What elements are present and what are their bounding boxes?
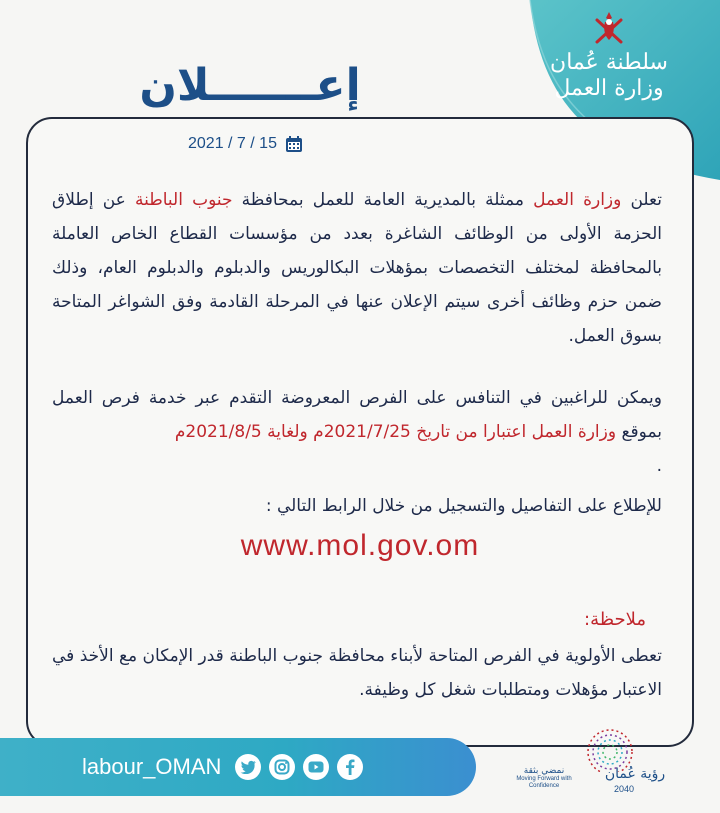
ministry-name-line2: وزارة العمل [554,76,664,101]
announcement-date: 2021 / 7 / 15 [188,135,277,152]
ministry-highlight-2: وزارة العمل [531,422,617,442]
instagram-icon[interactable] [269,754,295,780]
oman-vision-2040-logo [560,722,710,802]
paragraph-main: تعلن وزارة العمل ممثلة بالمديرية العامة للعمل بمحافظة جنوب الباطنة عن إطلاق الحزمة الأولى من الوظائف الشاغرة بعدد من مؤسسات القطاع الخاص العاملة بالمحافظة لمختلف التخصصات بمؤهلات البكالوريس والدبلوم والدبلوم العام، وذلك ضمن حزم وظائف أخرى سيتم الإعلان عنها في المرحلة القادمة وفق الشواغر المتاحة بسوق العمل. [52,190,662,346]
youtube-icon[interactable] [303,754,329,780]
page-title: إعـــــــلان [139,60,361,111]
governorate-highlight: جنوب الباطنة [134,190,233,210]
vision-year: 2040 [614,784,635,794]
date-range-highlight: اعتبارا من تاريخ 2021/7/25م ولغاية 2021/8/5م [174,422,532,442]
ministry-highlight: وزارة العمل [533,190,622,210]
social-handle[interactable]: labour_OMAN [82,754,222,779]
announcement-card [26,117,694,747]
note-label: ملاحظة: [584,609,646,630]
social-bar [0,738,476,796]
calendar-icon [285,135,303,153]
note-text: تعطى الأولوية في الفرص المتاحة لأبناء محافظة جنوب الباطنة قدر الإمكان مع الأخذ في الاعتبار مؤهلات ومتطلبات شغل كل وظيفة. [52,646,662,700]
oman-emblem-icon [592,10,626,46]
vision-swirl-icon [560,722,710,772]
vision-text: رؤية عُمان [604,766,666,782]
twitter-icon[interactable] [235,754,261,780]
ministry-name-line1: سلطنة عُمان [550,50,668,75]
paragraph-link-intro: للإطلاع على التفاصيل والتسجيل من خلال الرابط التالي : [265,496,662,516]
facebook-icon[interactable] [337,754,363,780]
paragraph-application: ويمكن للراغبين في التنافس على الفرص المعروضة التقدم عبر خدمة فرص العمل بموقع وزارة العمل اعتبارا من تاريخ 2021/7/25م ولغاية 2021/8/5م . [52,388,662,476]
website-link[interactable]: www.mol.gov.om [240,529,480,562]
date-row [188,135,303,153]
moving-forward-logo: نمضي بثقة Moving Forward with Confidence [516,766,572,789]
ministry-logo [534,10,684,102]
